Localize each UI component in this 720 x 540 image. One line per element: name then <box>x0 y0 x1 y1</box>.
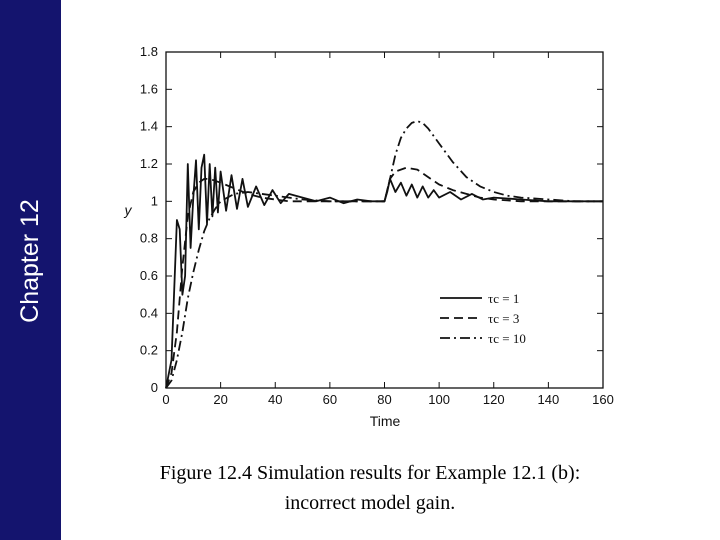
x-tick-label: 140 <box>537 392 560 407</box>
plot-frame <box>166 52 603 388</box>
x-tick-label: 120 <box>482 392 505 407</box>
y-tick-label: 0.2 <box>139 342 158 358</box>
figure-caption <box>100 458 640 518</box>
y-axis-title: y <box>124 202 132 218</box>
series-line-3 <box>166 121 603 388</box>
series-line-1 <box>166 155 603 388</box>
x-tick-label: 0 <box>162 392 170 407</box>
x-tick-label: 60 <box>322 392 338 407</box>
response-chart <box>110 30 630 450</box>
legend-label-2: τc = 3 <box>488 311 520 326</box>
x-axis-title: Time <box>369 413 401 429</box>
x-tick-group <box>162 52 613 407</box>
x-tick-label: 100 <box>428 392 450 407</box>
x-tick-label: 160 <box>592 392 614 407</box>
sidebar-band <box>0 0 61 540</box>
caption-line-1: Figure 12.4 Simulation results for Example 12.1 (b): <box>159 462 581 484</box>
y-tick-label: 1 <box>150 193 158 209</box>
legend-label-1: τc = 1 <box>488 291 520 306</box>
x-tick-label: 40 <box>268 392 283 407</box>
x-tick-label: 20 <box>213 392 228 407</box>
y-tick-label: 1.4 <box>139 118 158 134</box>
y-tick-label: 0.4 <box>139 305 158 321</box>
y-tick-label: 0.6 <box>139 268 158 283</box>
y-tick-label: 0.8 <box>139 230 158 246</box>
y-tick-label: 0 <box>150 380 158 395</box>
x-tick-label: 80 <box>377 392 392 407</box>
series-group <box>166 121 603 388</box>
y-tick-label: 1.8 <box>139 44 158 59</box>
y-tick-label: 1.2 <box>139 156 158 171</box>
legend <box>440 291 526 346</box>
chapter-label: Chapter 12 <box>16 199 44 323</box>
legend-label-3: τc = 10 <box>488 331 526 346</box>
y-tick-label: 1.6 <box>139 81 158 97</box>
caption-line-2: incorrect model gain. <box>284 492 456 514</box>
